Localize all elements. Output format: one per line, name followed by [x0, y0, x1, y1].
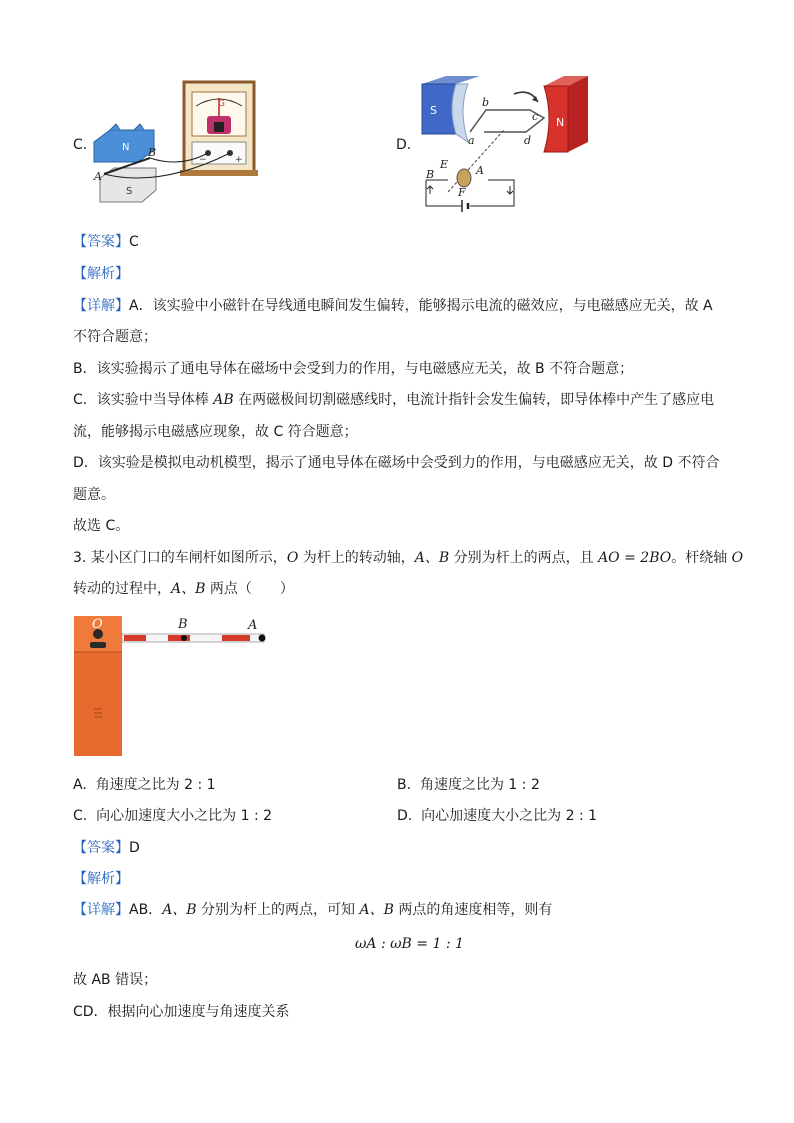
q3-stem-line-2 [73, 579, 294, 599]
q2-answer [73, 232, 139, 252]
coil-c-label: c [532, 110, 539, 123]
points-ab-text-4: A、B [359, 902, 394, 918]
meter-plus-label: + [235, 155, 243, 165]
brush-f-label: F [458, 186, 466, 199]
q3-analysis-label: 【解析】 [73, 871, 129, 887]
q2-detail-text-4a: C．该实验中当导体棒 [73, 392, 214, 408]
magnet-n-label: N [122, 142, 130, 153]
option-letter: D. [397, 808, 413, 824]
q2-detail-line-2: 不符合题意； [73, 329, 157, 345]
magnet-s-d [422, 84, 456, 134]
points-ab-text: A、B [414, 550, 450, 566]
fig-a-label: A [248, 618, 258, 633]
option-text: 向心加速度大小之比为 2 : 1 [421, 808, 598, 824]
q3-detail-text-1: AB． [129, 902, 163, 918]
meter-minus-label: − [199, 155, 207, 165]
figure-d-motor-model [418, 72, 598, 212]
q3-detail-text-2: 分别为杆上的两点，可知 [196, 902, 360, 918]
brush-e-label: E [440, 158, 449, 171]
coil-d-label: d [524, 134, 532, 147]
figure-c-galvanometer-experiment [90, 78, 270, 210]
answer-value: C [129, 234, 139, 250]
q3-option-b[interactable] [397, 775, 540, 795]
q2-detail-text-4b: 在两磁极间切割磁感线时，电流计指针会发生偏转，即导体棒中产生了感应电 [233, 392, 715, 408]
point-b-label: B [148, 146, 157, 159]
option-text: 向心加速度大小之比为 1 : 2 [96, 808, 273, 824]
q3-stem-line-1 [73, 548, 743, 568]
q3-option-a[interactable] [73, 775, 216, 795]
q3-stem-text-1: 3. 某小区门口的车闸杆如图所示， [73, 550, 287, 566]
q3-detail-line-1 [73, 900, 552, 920]
detail-label: 【详解】 [73, 902, 129, 918]
option-text: 角速度之比为 2 : 1 [95, 777, 216, 793]
axis-o-text: O [286, 550, 299, 566]
answer-label: 【答案】 [73, 234, 129, 250]
conductor-ab-text: AB [213, 392, 234, 408]
commutator [457, 169, 471, 187]
magnet-s-label: S [126, 186, 133, 197]
q2-conclusion: 故选 C。 [73, 518, 130, 534]
magnet-n-d-label: N [556, 116, 565, 129]
points-ab-text-2: A、B [171, 581, 206, 597]
q2-detail-text-1: A．该实验中小磁针在导线通电瞬间发生偏转，能够揭示电流的磁效应，与电磁感应无关，故 A [129, 298, 713, 314]
detail-label: 【详解】 [73, 298, 129, 314]
option-letter: C. [73, 808, 88, 824]
q3-stem-text-3: 分别为杆上的两点，且 [449, 550, 599, 566]
axis-o-text-2: O [731, 550, 744, 566]
fig-b-label: B [178, 617, 188, 632]
q2-detail-line-7: 题意。 [73, 487, 115, 503]
q2-detail-line-3: B．该实验揭示了通电导体在磁场中会受到力的作用，与电磁感应无关，故 B 不符合题意； [73, 361, 634, 377]
figure-barrier-gate [72, 612, 272, 758]
q2-detail-line-1 [73, 296, 713, 316]
figure-d-label: D. [396, 137, 412, 153]
q3-stem-text-4: 。杆绕轴 [671, 550, 732, 566]
coil-b-label: b [482, 96, 490, 109]
q2-analysis-label: 【解析】 [73, 266, 129, 282]
figure-c-label: C. [73, 137, 88, 153]
q3-option-d[interactable] [397, 806, 597, 826]
point-b-marker [181, 635, 187, 641]
q2-detail-line-5: 流，能够揭示电磁感应现象，故 C 符合题意； [73, 424, 358, 440]
answer-label: 【答案】 [73, 840, 129, 856]
brush-b-label: B [426, 168, 435, 181]
brush-a-label: A [476, 164, 484, 177]
option-text: 角速度之比为 1 : 2 [419, 777, 540, 793]
q3-answer [73, 838, 140, 858]
q3-stem-text-2: 为杆上的转动轴， [298, 550, 415, 566]
point-a-label: A [94, 170, 102, 183]
option-letter: A. [73, 777, 87, 793]
q3-stem-text-5: 转动的过程中， [73, 581, 171, 597]
option-letter: B. [397, 777, 412, 793]
q3-detail-line-2: 故 AB 错误； [73, 972, 158, 988]
q2-detail-line-4 [73, 390, 714, 410]
answer-value: D [129, 840, 140, 856]
meter-g-label: G [218, 99, 225, 109]
q2-detail-line-6: D．该实验是模拟电动机模型，揭示了通电导体在磁场中会受到力的作用，与电磁感应无关，故 D 不符合 [73, 455, 720, 471]
fig-o-label: O [92, 617, 103, 632]
ao-2bo-equation: AO = 2BO [598, 550, 672, 566]
angular-velocity-ratio-formula: ωA : ωB = 1 : 1 [355, 936, 464, 952]
q3-detail-line-3: CD．根据向心加速度与角速度关系 [73, 1004, 290, 1020]
point-a-marker [259, 635, 266, 642]
q3-stem-text-6: 两点（ ） [205, 581, 294, 597]
points-ab-text-3: A、B [162, 902, 197, 918]
magnet-s-d-label: S [430, 104, 437, 117]
q3-option-c[interactable] [73, 806, 272, 826]
coil-a-label: a [468, 134, 475, 147]
q3-detail-text-3: 两点的角速度相等，则有 [393, 902, 553, 918]
galvanometer-base [180, 170, 258, 176]
